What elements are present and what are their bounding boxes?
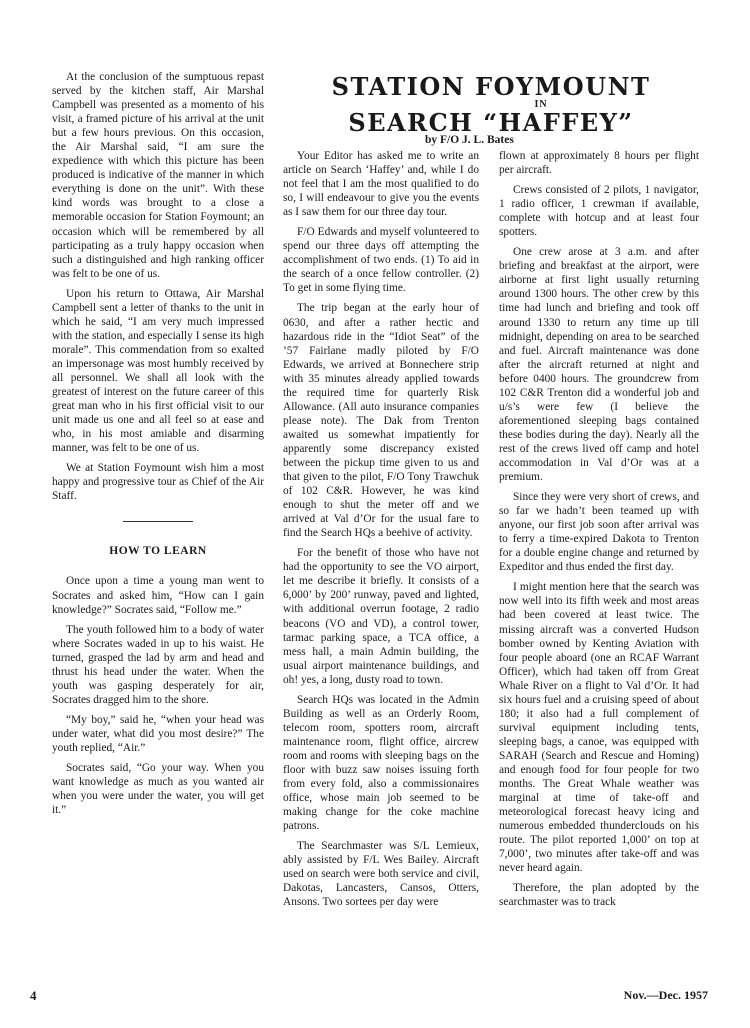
right-paragraph-4: I might mention here that the search was now well into its fifth week and most areas had been covered at least twice. The missing aircraft was a converted Hudson bomber owned by Kenting Aviation with four people aboard (one an RCAF Warrant Officer), which had taken off from Great Whale River on a flight to Val d’Or. It had six hours fuel and a cruising speed of about 180; it also had a full complement of survival equipment including tents, sleeping bags, a canoe, was equipped with SARAH (Search and Rescue and Homing) and enough food for four people for two months. The Great Whale weather was marginal at time of take-off and meteorological forecast heavy icing and numerous embedded thunderclouds on his route. The pilot reported 1,000’ on top at 7,000’, two minutes after take-off and was never heard again. bbox=[499, 581, 699, 875]
right-column bbox=[499, 149, 699, 915]
how-paragraph-2: The youth followed him to a body of water where Socrates waded in up to his waist. He turned, grasped the lad by arm and head and thrust his head under the water. When the youth was gasping desperately for air, Socrates dragged him to the shore. bbox=[52, 623, 264, 706]
title-line-2: SEARCH “HAFFEY” bbox=[348, 108, 634, 137]
left-paragraph-3: We at Station Foymount wish him a most happy and progressive tour as Chief of the Air Staff. bbox=[52, 462, 264, 503]
title-line-1: STATION FOYMOUNT bbox=[331, 72, 651, 101]
how-paragraph-1: Once upon a time a young man went to Socrates and asked him, “How can I gain knowledge?” Socrates said, “Follow me.” bbox=[52, 575, 264, 616]
how-to-learn-heading: HOW TO LEARN bbox=[109, 545, 207, 558]
middle-paragraph-4: For the benefit of those who have not had the opportunity to see the VO airport, let me describe it briefly. It consists of a 6,000’ by 200’ runway, paved and lighted, with additional overrun footage, 2 radio beacons (VO and VD), a control tower, tarmac parking space, a TCA office, a mess hall, a main Admin building, the usual airport maintenance buildings, and oh! yes, a long, dusty road to town. bbox=[283, 547, 479, 686]
page-number: 4 bbox=[30, 988, 37, 1003]
issue-date: Nov.—Dec. 1957 bbox=[623, 988, 708, 1002]
middle-paragraph-2: F/O Edwards and myself volunteered to spend our three days off attempting the accomplishment of two ends. (1) To aid in the search of a once fellow controller. (2) To get in some flying time. bbox=[283, 226, 479, 295]
right-paragraph-5: Therefore, the plan adopted by the searchmaster was to track bbox=[499, 882, 699, 909]
left-paragraph-2: Upon his return to Ottawa, Air Marshal Campbell sent a letter of thanks to the unit in which he said, “I am very much impressed with the station, and especially I sense its high morale”. This commendation from so exalted an impersonage was most humbly received by all personnel. We shall all look with the greatest of interest on the future career of this great man who in his first official visit to our unit made us one and all feel so at ease and who, in his most amiable and disarming manner, was felt to be one of us. bbox=[52, 287, 264, 455]
left-paragraph-1: At the conclusion of the sumptuous repast served by the kitchen staff, Air Marshal Campbell was presented as a momento of his visit, a framed picture of his arrival at the unit but a few hours previous. On this occasion, the Air Marshal said, “I am sure the expedience with which this picture has been produced is indicative of the manner in which everything is done on the unit”. With these kind words was brought to a close a memorable occasion for Station Foymount; an occasion which will be remembered by all participating as a truly happy occasion when such a distinguished and high ranking officer was felt to be one of us. bbox=[52, 71, 264, 280]
right-paragraph-2: One crew arose at 3 a.m. and after briefing and breakfast at the airport, were airborne at first light usually returning around 1300 hours. The other crew by this time had lunch and briefing and took off around 1330 to return any time up till midnight, depending on area to be searched and fuel. Aircraft maintenance was done after the aircraft returned at night and before 0400 hours. The groundcrew from 102 C&R Trenton did a wonderful job and u/s’s were few (I believe the aforementioned sleeping bags contained these bodies during the day). Nearly all the rest of the crews lived off camp and hotel accommodation in Val d’Or was at a premium. bbox=[499, 246, 699, 484]
title-in: IN bbox=[534, 99, 548, 110]
right-paragraph-1: Crews consisted of 2 pilots, 1 navigator, 1 radio officer, 1 crewman if available, complete with hotcup and at least four spotters. bbox=[499, 184, 699, 239]
left-column bbox=[52, 70, 264, 823]
article-byline: by F/O J. L. Bates bbox=[425, 134, 514, 146]
how-paragraph-4: Socrates said, “Go your way. When you want knowledge as much as you wanted air when you were under the water, you will get it.” bbox=[52, 762, 264, 817]
middle-column bbox=[283, 149, 479, 915]
middle-paragraph-1: Your Editor has asked me to write an article on Search ‘Haffey’ and, while I do not feel that I am the most qualified to do so, I will endeavour to give you the events as I saw them for our three day tour. bbox=[283, 150, 479, 219]
middle-paragraph-6: The Searchmaster was S/L Lemieux, ably assisted by F/L Wes Bailey. Aircraft used on search were both service and civil, Dakotas, Lancasters, Cansos, Otters, Ansons. Two sortees per day were bbox=[283, 840, 479, 909]
how-paragraph-3: “My boy,” said he, “when your head was under water, what did you most desire?” The youth replied, “Air.” bbox=[52, 713, 264, 754]
section-divider bbox=[123, 521, 193, 522]
middle-paragraph-3: The trip began at the early hour of 0630, and after a rather hectic and hazardous ride in the “Idiot Seat” of the ’57 Fairlane madly piloted by F/O Edwards, we arrived at Bonnechere strip with 35 minutes already applied towards the required time for quarterly Risk Allowance. (All auto insurance companies please note). The Dak from Trenton awaited us somewhat impatiently for apparently some discrepancy existed between the pickup time given to us and that given to the pilot, F/O Tony Trawchuk of 102 C&R. However, he was kind enough to shut the meter off and we arrived at Val d’Or for the usual fare to find the Search HQs a beehive of activity. bbox=[283, 302, 479, 540]
middle-paragraph-5: Search HQs was located in the Admin Building as well as an Orderly Room, telecom room, spotters room, aircraft maintenance room, flight office, aircrew room and rooms with sleeping bags on the floor with buzz saw noises issuing forth from every fold, also a commissionaires office, whose main job seemed to be making change for the coke machine patrons. bbox=[283, 693, 479, 833]
right-lead: flown at approximately 8 hours per flight per aircraft. bbox=[499, 150, 699, 177]
right-paragraph-3: Since they were very short of crews, and so far we hadn’t been teamed up with anyone, our first job soon after arrival was to ferry a time-expired Dakota to Trenton for a double engine change and returned by Expeditor and thus ended the first day. bbox=[499, 491, 699, 574]
article-title bbox=[283, 74, 699, 136]
